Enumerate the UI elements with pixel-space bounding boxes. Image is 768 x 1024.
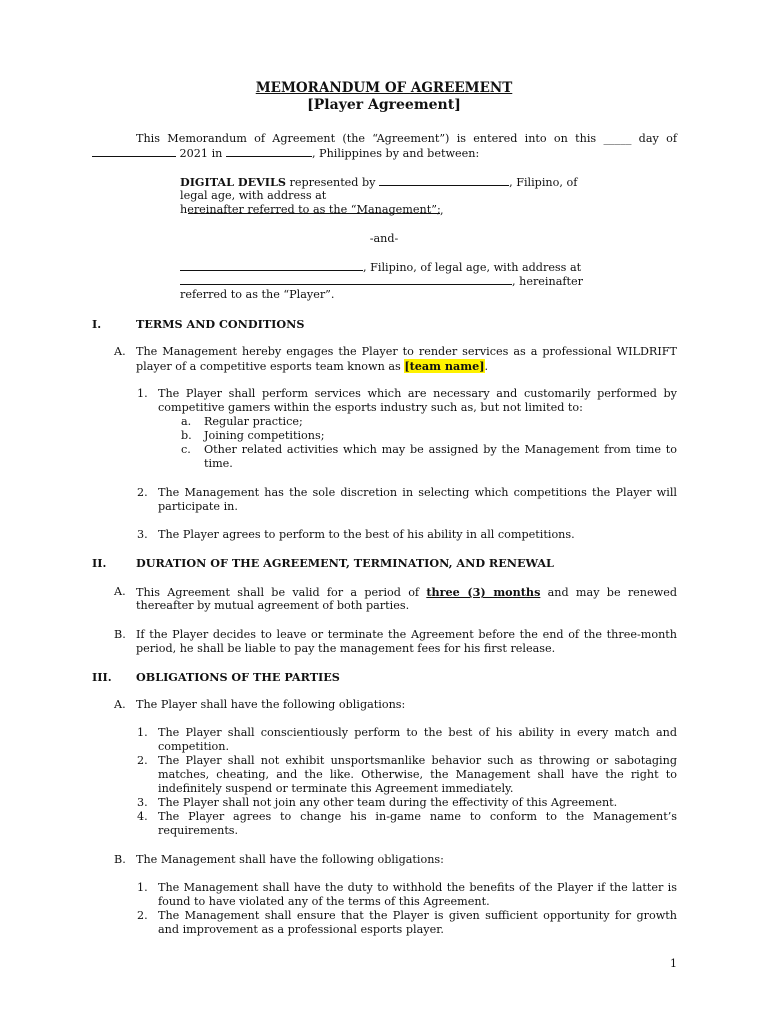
player-name-blank — [180, 260, 363, 271]
obligation-line: found to have violated any of the terms of this Agreement. — [158, 895, 490, 908]
section-3-number: III. — [92, 670, 112, 684]
item-2-line-1: The Management has the sole discretion in selecting which competitions the Player will — [158, 486, 677, 499]
item-marker: 2. — [137, 909, 148, 922]
item-marker: 1. — [137, 387, 148, 400]
sub-item-marker: b. — [181, 429, 192, 442]
clause-1a-line-1: The Management hereby engages the Player to render services as a professional WILDRIFT — [136, 345, 677, 358]
clause-2a-line-2: thereafter by mutual agreement of both parties. — [136, 599, 410, 612]
party1-line-2: legal age, with address at , — [180, 189, 444, 217]
management-name: DIGITAL DEVILS — [180, 175, 286, 189]
obligation-line: The Management shall ensure that the Player is given sufficient opportunity for growth — [158, 909, 677, 922]
clause-3b-text: The Management shall have the following obligations: — [136, 853, 444, 866]
sub-item-text: Joining competitions; — [204, 429, 325, 442]
section-1-number: I. — [92, 317, 102, 331]
sub-item-marker: a. — [181, 415, 192, 428]
sub-item-marker: c. — [181, 443, 191, 456]
item-1-line-1: The Player shall perform services which are necessary and customarily performed by — [158, 387, 677, 400]
clause-marker: A. — [114, 585, 126, 598]
sub-item-text: Other related activities which may be assigned by the Management from time to — [204, 443, 677, 456]
party2-line-2: , hereinafter — [180, 274, 588, 289]
representative-blank — [379, 175, 509, 186]
document-title: MEMORANDUM OF AGREEMENT — [255, 80, 513, 96]
intro-line-2: 2021 in , Philippines by and between: — [92, 146, 677, 161]
document-subtitle: [Player Agreement] — [307, 97, 461, 113]
clause-2b-line-2: period, he shall be liable to pay the management fees for his first release. — [136, 642, 556, 655]
obligation-line: The Player shall conscientiously perform to the best of his ability in every match and — [158, 726, 677, 739]
clause-marker: B. — [114, 628, 126, 641]
item-marker: 2. — [137, 754, 148, 767]
item-marker: 2. — [137, 486, 148, 499]
player-address-blank — [180, 274, 512, 285]
clause-2b-line-1: If the Player decides to leave or terminate the Agreement before the end of the three-month — [136, 628, 677, 641]
clause-3a-text: The Player shall have the following obligations: — [136, 698, 406, 711]
obligation-line: The Player agrees to change his in-game name to conform to the Management’s — [158, 810, 677, 823]
item-marker: 3. — [137, 528, 148, 541]
party1-line-1: DIGITAL DEVILS represented by , Filipino, of — [180, 175, 578, 189]
clause-marker: A. — [114, 698, 126, 711]
obligation-line: requirements. — [158, 824, 239, 837]
item-marker: 1. — [137, 726, 148, 739]
obligation-line: The Management shall have the duty to withhold the benefits of the Player if the latter is — [158, 881, 677, 894]
section-3-title: OBLIGATIONS OF THE PARTIES — [136, 670, 340, 684]
section-1-title: TERMS AND CONDITIONS — [136, 317, 305, 331]
party1-line-3: hereinafter referred to as the “Management”; — [180, 203, 441, 216]
section-2-title: DURATION OF THE AGREEMENT, TERMINATION, AND RENEWAL — [136, 556, 554, 570]
party2-line-1: , Filipino, of legal age, with address at — [180, 260, 588, 275]
obligation-line: and improvement as a professional esports player. — [158, 923, 444, 936]
item-marker: 3. — [137, 796, 148, 809]
page-number: 1 — [670, 957, 677, 970]
item-marker: 4. — [137, 810, 148, 823]
clause-2a-line-1: This Agreement shall be valid for a period of three (3) months and may be renewed — [136, 585, 677, 599]
sub-item-text: Regular practice; — [204, 415, 303, 428]
date-blank — [92, 146, 176, 157]
clause-marker: B. — [114, 853, 126, 866]
party2-line-3: referred to as the “Player”. — [180, 288, 335, 301]
and-separator: -and- — [369, 232, 399, 245]
sub-item-text: time. — [204, 457, 233, 470]
item-2-line-2: participate in. — [158, 500, 238, 513]
obligation-line: matches, cheating, and the like. Otherwise, the Management shall have the right to — [158, 768, 677, 781]
item-1-line-2: competitive gamers within the esports industry such as, but not limited to: — [158, 401, 583, 414]
clause-1a-line-2: player of a competitive esports team known as [team name]. — [136, 359, 489, 373]
obligation-line: competition. — [158, 740, 230, 753]
obligation-line: The Player shall not join any other team during the effectivity of this Agreement. — [158, 796, 618, 809]
section-2-number: II. — [92, 556, 107, 570]
obligation-line: The Player shall not exhibit unsportsmanlike behavior such as throwing or sabotaging — [158, 754, 677, 767]
intro-line-1: This Memorandum of Agreement (the “Agreement”) is entered into on this _____ day of — [136, 132, 677, 145]
place-blank — [226, 146, 312, 157]
clause-marker: A. — [114, 345, 126, 358]
duration-term: three (3) months — [426, 585, 541, 599]
item-3-text: The Player agrees to perform to the best of his ability in all competitions. — [158, 528, 575, 541]
item-marker: 1. — [137, 881, 148, 894]
team-name-placeholder: [team name] — [404, 359, 485, 373]
obligation-line: indefinitely suspend or terminate this Agreement immediately. — [158, 782, 514, 795]
